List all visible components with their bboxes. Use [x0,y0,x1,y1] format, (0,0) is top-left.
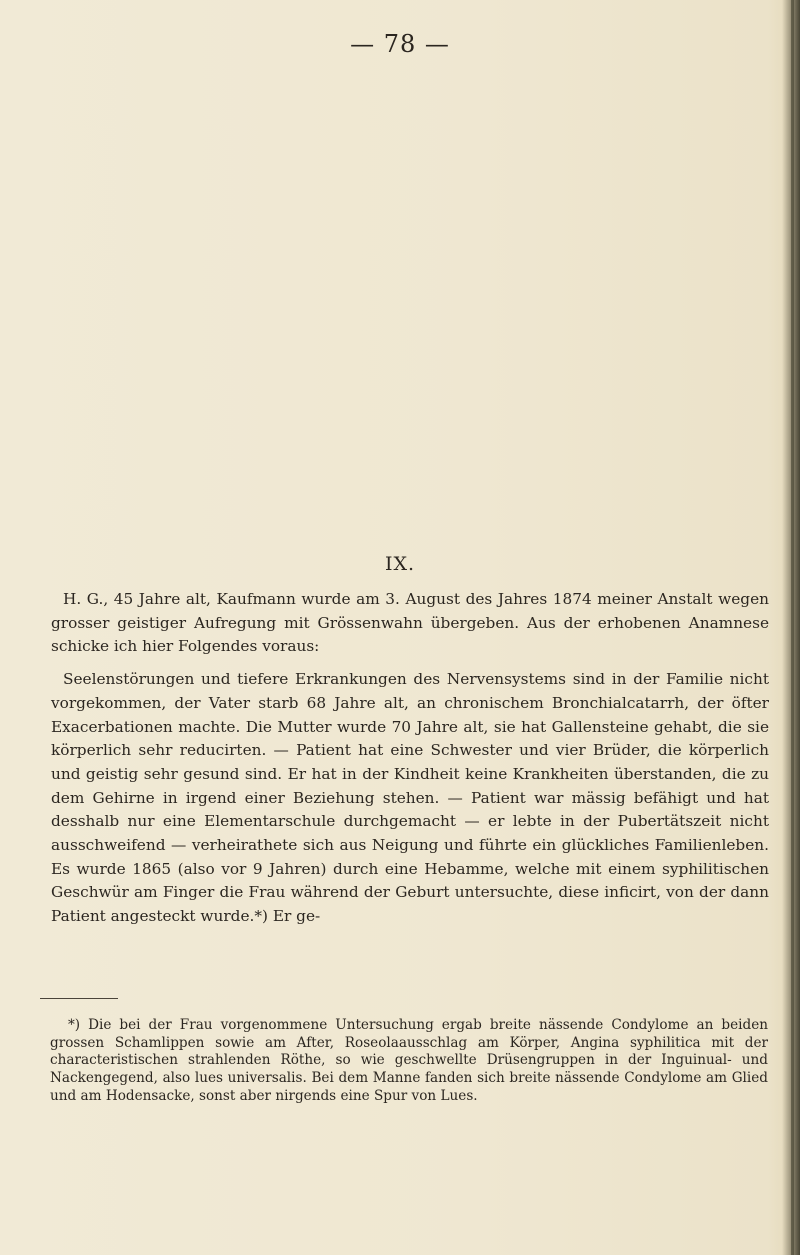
footnote [50,1017,768,1106]
paragraph-anamnesis: Seelenstörungen und tiefere Erkrankungen des Nervensystems sind in der Familie nicht vorgekommen, der Vater starb 68 Jahre alt, an chronischem Bronchialcatarrh, der öfter Exacerbationen machte. Die Mutter wurde 70 Jahre alt, sie hat Gallensteine gehabt, die sie körperlich sehr reducirten. — Patient hat eine Schwester und vier Brüder, die körperlich und geistig sehr gesund sind. Er hat in der Kindheit keine Krankheiten überstanden, die zu dem Gehirne in irgend einer Beziehung stehen. — Patient war mässig befähigt und hat desshalb nur eine Elementarschule durchgemacht — er lebte in der Pubertätszeit nicht ausschweifend — verheirathete sich aus Neigung und führte ein glückliches Familienleben. Es wurde 1865 (also vor 9 Jahren) durch eine Hebamme, welche mit einem syphilitischen Geschwür am Finger die Frau während der Geburt untersuchte, diese inficirt, von der dann Patient angesteckt wurde.*) Er ge- [51,670,769,926]
paragraph-intro: H. G., 45 Jahre alt, Kaufmann wurde am 3. August des Jahres 1874 meiner Anstalt wegen grosser geistiger Aufregung mit Grössenwahn übergeben. Aus der erhobenen Anamnese schicke ich hier Folgendes voraus: [51,590,769,656]
section-heading: IX. [384,553,416,575]
footnote-text: *) Die bei der Frau vorgenommene Untersuchung ergab breite nässende Condylome an beiden grossen Schamlippen sowie am After, Roseolaausschlag am Körper, Angina syphilitica mit der characteristischen strahlenden Röthe, so wie geschwellte Drüsengruppen in der Inguinual- und Nackengegend, also lues universalis. Bei dem Manne fanden sich breite nässende Condylome am Glied und am Hodensacke, sonst aber nirgends eine Spur von Lues. [50,1017,768,1104]
footnote-divider [40,998,118,999]
case-text [51,565,769,929]
page-number: — 78 — [350,30,450,58]
page-binding-edge [791,0,794,1255]
